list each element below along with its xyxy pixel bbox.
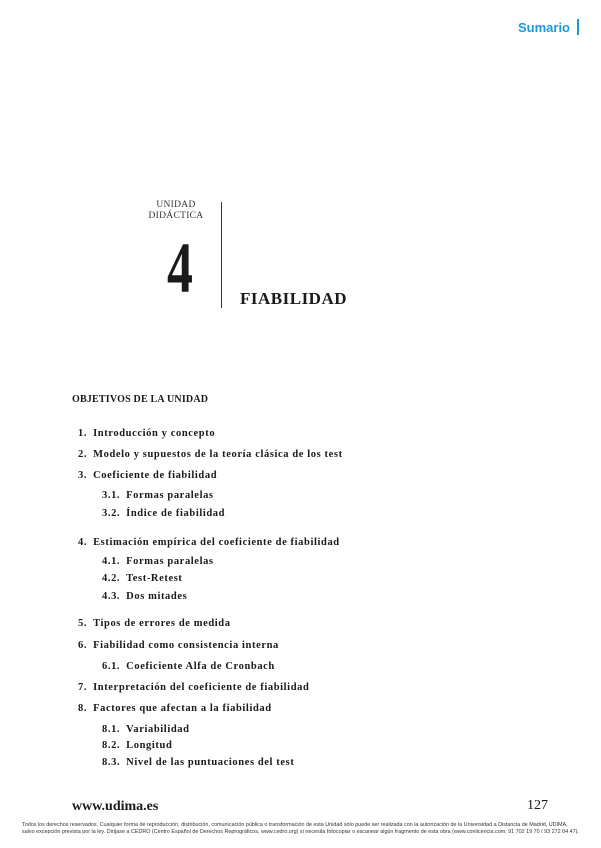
toc-item-label: Nivel de las puntuaciones del test <box>126 757 295 768</box>
toc-item-label: Coeficiente Alfa de Cronbach <box>126 661 275 672</box>
toc-item-1[interactable] <box>78 428 215 439</box>
toc-item-8[interactable] <box>78 703 272 714</box>
toc-item-number: 6. <box>78 640 88 651</box>
toc-item-number: 2. <box>78 449 88 460</box>
toc-item-number: 5. <box>78 618 88 629</box>
toc-item-number: 8. <box>78 703 88 714</box>
toc-item-label: Factores que afectan a la fiabilidad <box>93 703 272 714</box>
toc-item-3-1[interactable] <box>102 490 214 501</box>
toc-item-2[interactable] <box>78 449 343 460</box>
toc-item-number: 7. <box>78 682 88 693</box>
toc-item-4-3[interactable] <box>102 591 187 602</box>
toc-item-8-1[interactable] <box>102 724 190 735</box>
objectives-title: OBJETIVOS DE LA UNIDAD <box>72 394 209 405</box>
toc-item-label: Formas paralelas <box>126 556 214 567</box>
sumario-bar-icon <box>577 19 579 35</box>
sumario-label: Sumario <box>517 19 570 35</box>
toc-item-label: Introducción y concepto <box>93 428 216 439</box>
toc-item-5[interactable] <box>78 618 231 629</box>
toc-item-label: Test-Retest <box>126 573 183 584</box>
toc-item-number: 6.1. <box>102 661 121 672</box>
toc-item-number: 3. <box>78 470 88 481</box>
toc-item-label: Formas paralelas <box>126 490 214 501</box>
toc-item-3[interactable] <box>78 470 217 481</box>
toc-item-label: Modelo y supuestos de la teoría clásica de los test <box>93 449 343 460</box>
toc-item-label: Tipos de errores de medida <box>93 618 231 629</box>
toc-item-8-3[interactable] <box>102 757 294 768</box>
toc-item-number: 3.2. <box>102 508 121 519</box>
unit-title: FIABILIDAD <box>240 289 348 308</box>
toc-item-label: Estimación empírica del coeficiente de fiabilidad <box>93 537 340 548</box>
toc-item-6-1[interactable] <box>102 661 275 672</box>
toc-item-4-2[interactable] <box>102 573 183 584</box>
toc-item-label: Índice de fiabilidad <box>126 508 226 519</box>
toc-item-label: Variabilidad <box>126 724 190 735</box>
toc-item-label: Dos mitades <box>126 591 188 602</box>
toc-item-4-1[interactable] <box>102 556 214 567</box>
page-number: 127 <box>527 798 548 813</box>
unit-label-line2: DIDÁCTICA <box>148 211 204 221</box>
legal-notice: Todos los derechos reservados. Cualquier forma de reproducción, distribución, comunicación pública o transformación de esta Unidad sólo puede ser realizada con la autorización de la Universidad a Distancia de Madrid, UDIMA, salvo excepción prevista por la ley. Diríjase a CEDRO (Centro Español de Derechos Reprográficos, www.cedro.org) si necesita fotocopiar o escanear algún fragmento de esta obra (www.conlicencia.com; 91 702 19 70 / 93 272 04 47). <box>22 822 579 835</box>
toc-item-8-2[interactable] <box>102 740 172 751</box>
toc-item-3-2[interactable] <box>102 508 225 519</box>
toc-item-label: Interpretación del coeficiente de fiabilidad <box>93 682 310 693</box>
toc-item-number: 4.1. <box>102 556 121 567</box>
website-link[interactable]: www.udima.es <box>72 799 159 814</box>
toc-item-6[interactable] <box>78 640 279 651</box>
unit-label-line1: UNIDAD <box>156 200 196 210</box>
toc-item-number: 4. <box>78 537 88 548</box>
toc-item-number: 8.1. <box>102 724 121 735</box>
toc-item-label: Fiabilidad como consistencia interna <box>93 640 279 651</box>
unit-label <box>134 200 218 222</box>
unit-divider <box>221 202 222 308</box>
toc-item-number: 8.2. <box>102 740 121 751</box>
toc-item-7[interactable] <box>78 682 309 693</box>
toc-item-number: 1. <box>78 428 88 439</box>
toc-item-label: Longitud <box>126 740 173 751</box>
toc-item-4[interactable] <box>78 537 340 548</box>
sumario-link[interactable] <box>518 19 579 35</box>
toc-item-label: Coeficiente de fiabilidad <box>93 470 218 481</box>
toc-item-number: 8.3. <box>102 757 121 768</box>
toc-item-number: 4.3. <box>102 591 121 602</box>
toc-item-number: 3.1. <box>102 490 121 501</box>
unit-number: 4 <box>167 228 193 308</box>
toc-item-number: 4.2. <box>102 573 121 584</box>
